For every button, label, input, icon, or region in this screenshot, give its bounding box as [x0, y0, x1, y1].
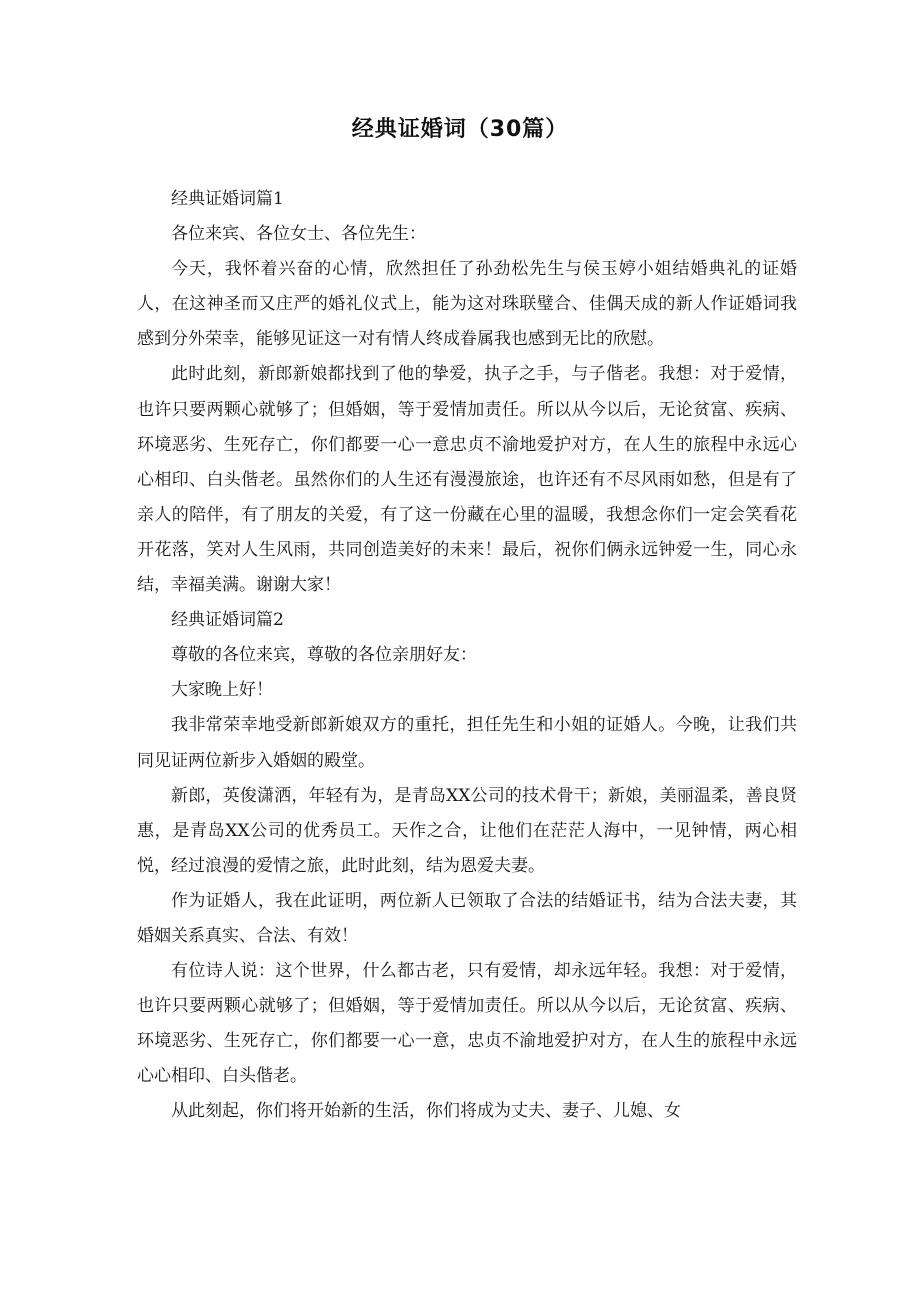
body-paragraph: 此时此刻，新郎新娘都找到了他的挚爱，执子之手，与子偕老。我想：对于爱情，也许只要两颗心就够了；但婚姻，等于爱情加责任。所以从今以后，无论贫富、疾病、环境恶劣、生死存亡，你们都要一心一意忠贞不渝地爱护对方，在人生的旅程中永远心心相印、白头偕老。虽然你们的人生还有漫漫旅途，也许还有不尽风雨如愁，但是有了亲人的陪伴，有了朋友的关爱，有了这一份藏在心里的温暖，我想念你们一定会笑看花开花落，笑对人生风雨，共同创造美好的未来！最后，祝你们俩永远钟爱一生，同心永结，幸福美满。谢谢大家！: [137, 364, 797, 596]
body-paragraph: 作为证婚人，我在此证明，两位新人已领取了合法的结婚证书，结为合法夫妻，其婚姻关系真实、合法、有效！: [137, 890, 797, 946]
body-paragraph: 我非常荣幸地受新郎新娘双方的重托，担任先生和小姐的证婚人。今晚，让我们共同见证两位新步入婚姻的殿堂。: [137, 715, 797, 771]
body-paragraph: 新郎，英俊潇洒，年轻有为，是青岛XX公司的技术骨干；新娘，美丽温柔，善良贤惠，是青岛XX公司的优秀员工。天作之合，让他们在茫茫人海中，一见钟情，两心相悦，经过浪漫的爱情之旅，此时此刻，结为恩爱夫妻。: [137, 785, 797, 876]
body-paragraph: 从此刻起，你们将开始新的生活，你们将成为丈夫、妻子、儿媳、女: [171, 1101, 681, 1122]
document-body: [137, 182, 797, 1130]
body-paragraph: 今天，我怀着兴奋的心情，欣然担任了孙劲松先生与侯玉婷小姐结婚典礼的证婚人，在这神圣而又庄严的婚礼仪式上，能为这对珠联璧合、佳偶天成的新人作证婚词我感到分外荣幸，能够见证这一对有情人终成眷属我也感到无比的欣慰。: [137, 259, 797, 350]
greeting-paragraph: 大家晚上好！: [171, 680, 273, 701]
body-paragraph: 有位诗人说：这个世界，什么都古老，只有爱情，却永远年轻。我想：对于爱情，也许只要两颗心就够了；但婚姻，等于爱情加责任。所以从今以后，无论贫富、疾病、环境恶劣、生死存亡，你们都要一心一意，忠贞不渝地爱护对方，在人生的旅程中永远心心相印、白头偕老。: [137, 961, 797, 1087]
section-heading-2: 经典证婚词篇2: [171, 610, 284, 631]
salutation-paragraph: 各位来宾、各位女士、各位先生：: [171, 224, 426, 245]
section-heading-1: 经典证婚词篇1: [171, 189, 284, 209]
document-title: 经典证婚词（30篇）: [351, 117, 569, 142]
salutation-paragraph: 尊敬的各位来宾，尊敬的各位亲朋好友：: [171, 645, 477, 666]
